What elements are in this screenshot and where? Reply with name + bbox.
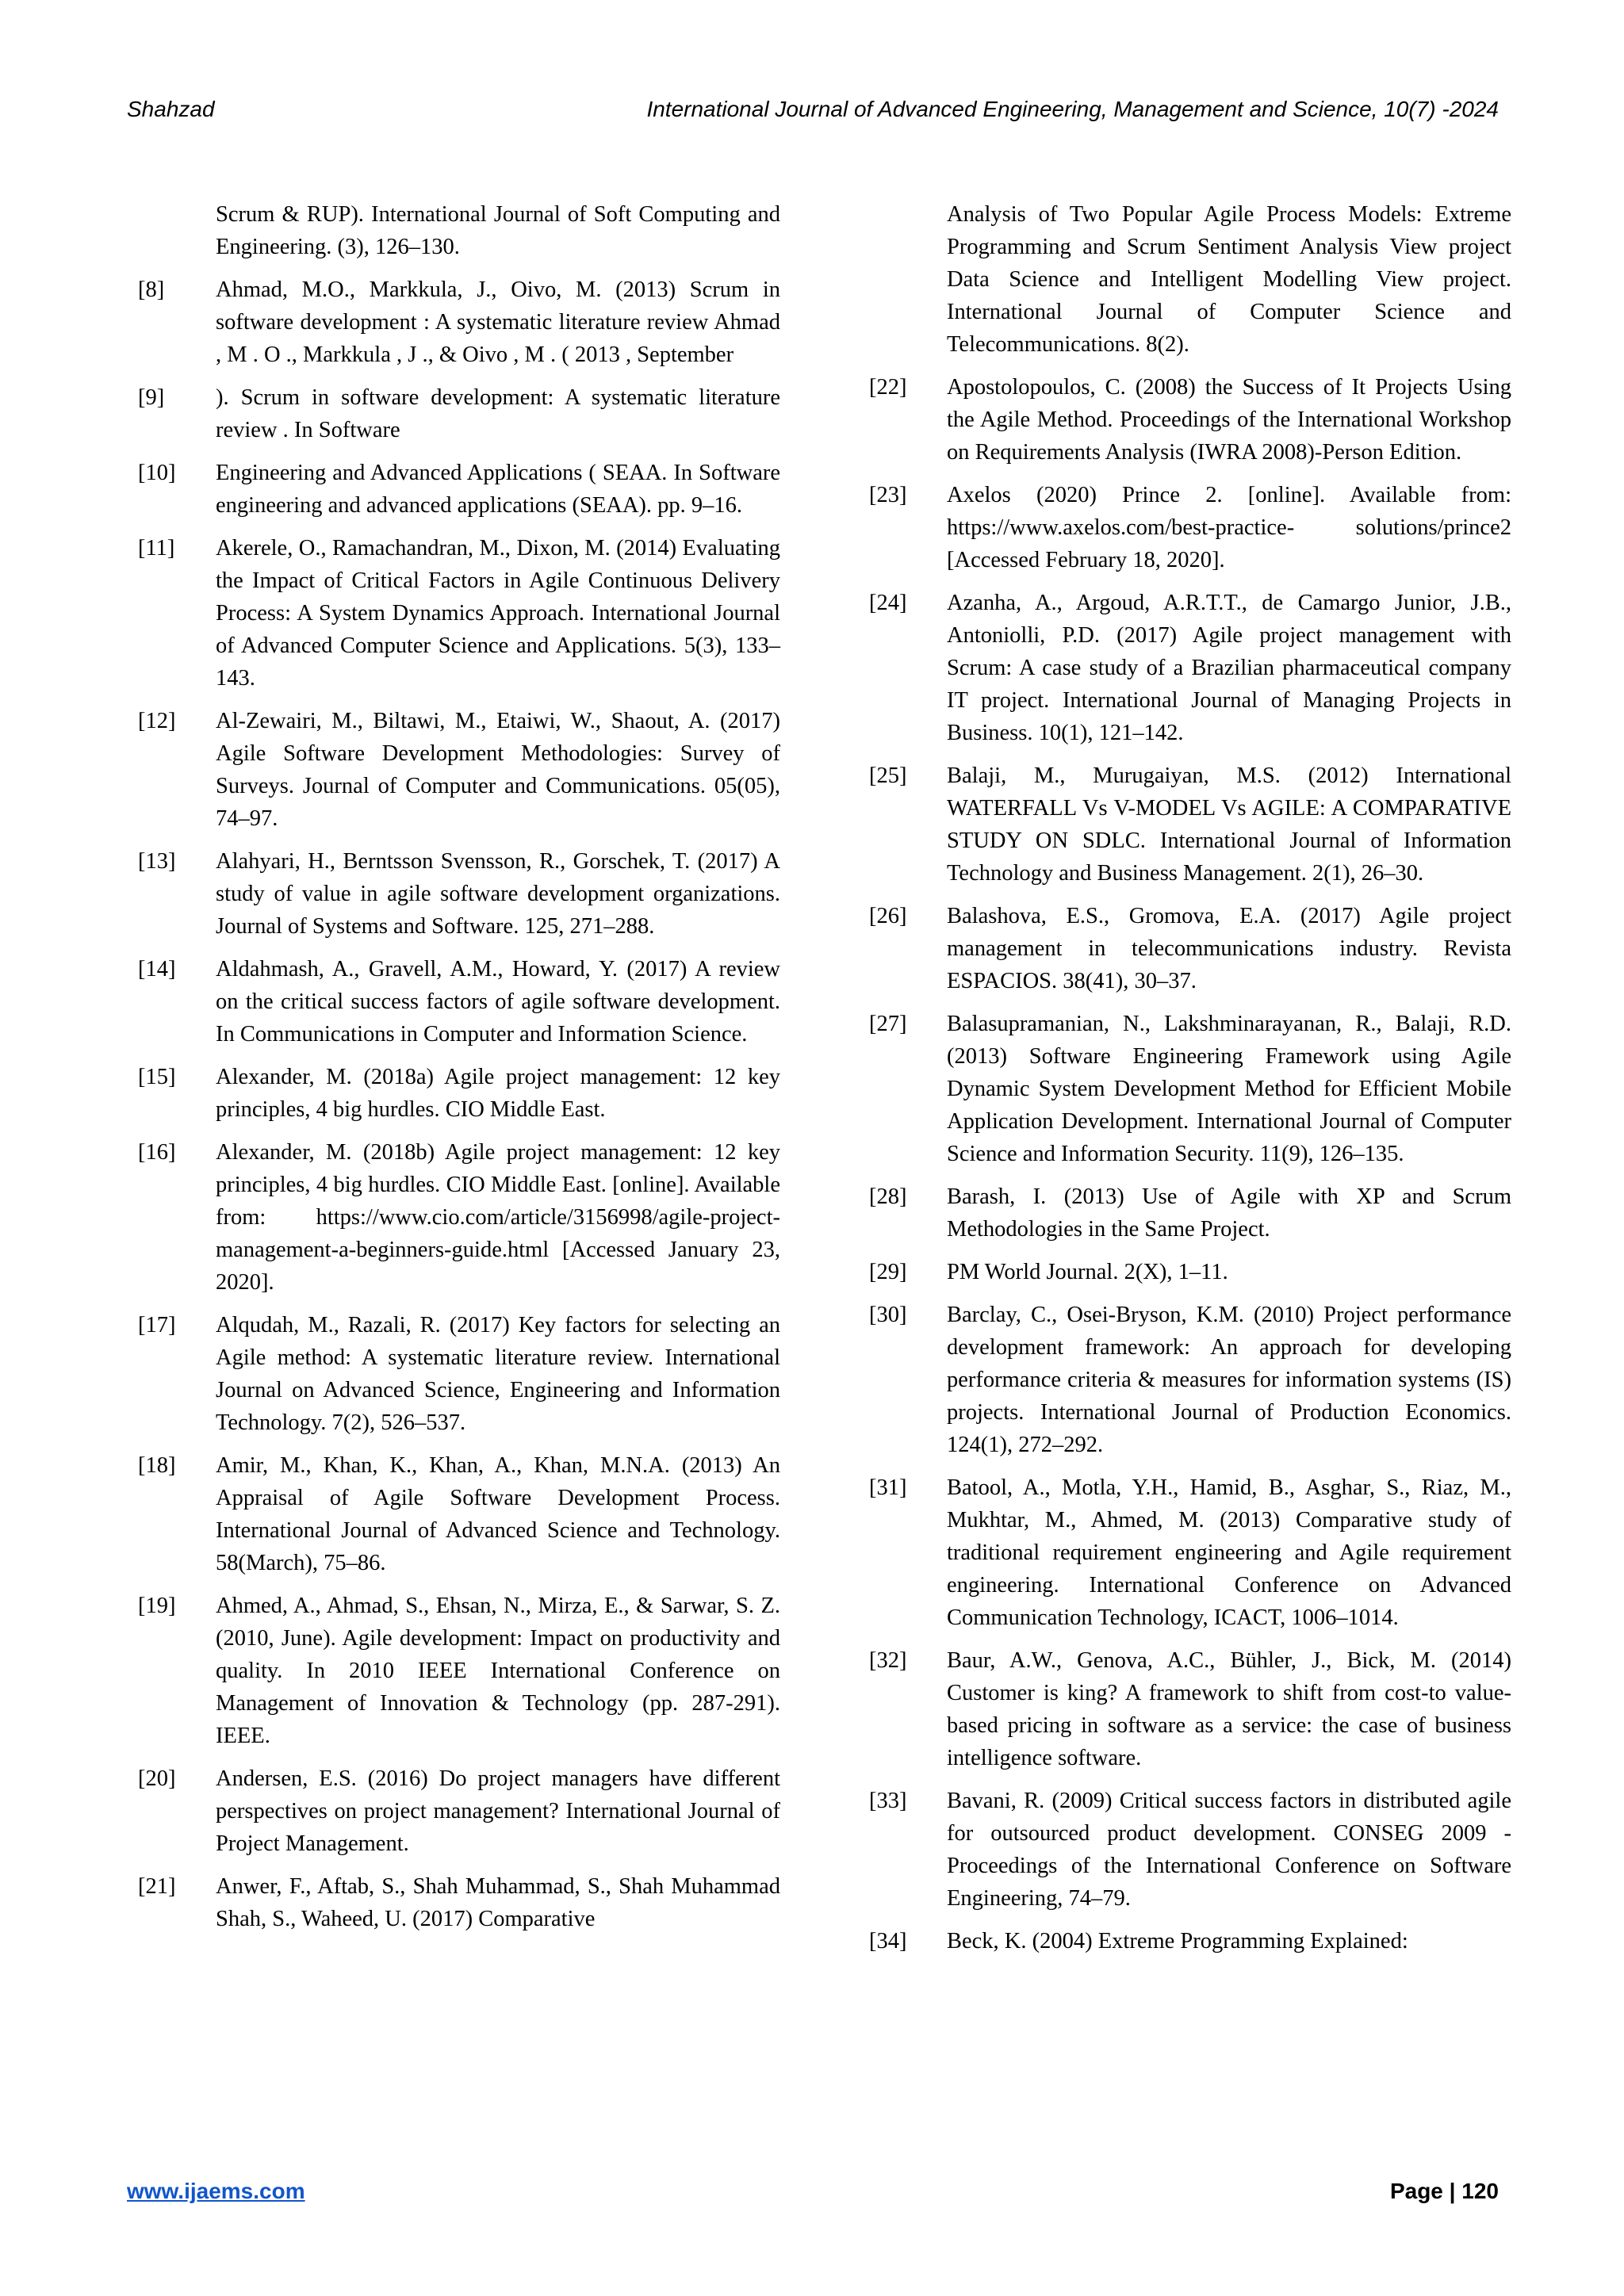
reference-entry	[869, 1785, 1511, 1915]
reference-entry	[138, 1136, 780, 1299]
reference-entry	[138, 457, 780, 522]
reference-entry	[138, 845, 780, 943]
right-reference-column	[869, 198, 1511, 1968]
header-author: Shahzad	[127, 97, 215, 121]
reference-number: [28]	[869, 1184, 907, 1209]
reference-number: [14]	[138, 957, 176, 982]
reference-number: [34]	[869, 1929, 907, 1954]
reference-text: Engineering and Advanced Applications ( SEAA. In Software engineering and advanced applications (SEAA). pp. 9–16.	[216, 461, 780, 518]
reference-text: Batool, A., Motla, Y.H., Hamid, B., Asghar, S., Riaz, M., Mukhtar, M., Ahmed, M. (2013) Comparative study of traditional requirement engineering and Agile requirement engineering. International Conference on Advanced Communication Technology, ICACT, 1006–1014.	[947, 1475, 1511, 1630]
reference-number: [27]	[869, 1012, 907, 1036]
reference-number: [22]	[869, 375, 907, 400]
reference-number: [30]	[869, 1303, 907, 1327]
reference-entry	[869, 760, 1511, 890]
reference-text: Balaji, M., Murugaiyan, M.S. (2012) International WATERFALL Vs V-MODEL Vs AGILE: A COMPARATIVE STUDY ON SDLC. International Journal of Information Technology and Business Management. 2(1), 26–30.	[947, 763, 1511, 886]
reference-number: [9]	[138, 385, 165, 410]
reference-entry	[869, 479, 1511, 576]
reference-number: [8]	[138, 277, 165, 302]
reference-entry	[869, 587, 1511, 749]
reference-text: Axelos (2020) Prince 2. [online]. Available from: https://www.axelos.com/best-practice- solutions/prince2 [Accessed February 18, 2020].	[947, 483, 1511, 572]
reference-text: Apostolopoulos, C. (2008) the Success of It Projects Using the Agile Method. Proceedings of the International Workshop on Requirements Analysis (IWRA 2008)-Person Edition.	[947, 375, 1511, 465]
reference-number: [15]	[138, 1065, 176, 1089]
reference-number: [24]	[869, 591, 907, 615]
reference-number: [29]	[869, 1260, 907, 1284]
reference-text: Anwer, F., Aftab, S., Shah Muhammad, S., Shah Muhammad Shah, S., Waheed, U. (2017) Comparative	[216, 1874, 780, 1931]
page-number: Page | 120	[1389, 2179, 1499, 2203]
reference-entry	[138, 1870, 780, 1935]
reference-entry	[138, 381, 780, 446]
reference-number: [18]	[138, 1453, 176, 1478]
reference-text: Alexander, M. (2018a) Agile project management: 12 key principles, 4 big hurdles. CIO Middle East.	[216, 1065, 780, 1122]
reference-text: Balasupramanian, N., Lakshminarayanan, R., Balaji, R.D. (2013) Software Engineering Framework using Agile Dynamic System Development Method for Efficient Mobile Application Development. International Journal of Computer Science and Information Security. 11(9), 126–135.	[947, 1012, 1511, 1166]
reference-entry	[138, 1762, 780, 1860]
reference-number: [33]	[869, 1789, 907, 1813]
reference-text: Ahmed, A., Ahmad, S., Ehsan, N., Mirza, E., & Sarwar, S. Z. (2010, June). Agile development: Impact on productivity and quality. In 2010 IEEE International Conference on Management of Innovation & Technology (pp. 287-291). IEEE.	[216, 1594, 780, 1748]
reference-entry	[869, 900, 1511, 997]
reference-text: Scrum & RUP). International Journal of Soft Computing and Engineering. (3), 126–130.	[216, 202, 780, 259]
reference-text: Analysis of Two Popular Agile Process Models: Extreme Programming and Scrum Sentiment Analysis View project Data Science and Intelligent Modelling View project. International Journal of Computer Science and Telecommunications. 8(2).	[947, 202, 1511, 357]
reference-entry	[138, 274, 780, 371]
reference-number: [16]	[138, 1140, 176, 1165]
reference-entry	[869, 198, 1511, 361]
reference-entry	[138, 953, 780, 1050]
reference-text: Alahyari, H., Berntsson Svensson, R., Gorschek, T. (2017) A study of value in agile software development organizations. Journal of Systems and Software. 125, 271–288.	[216, 849, 780, 939]
reference-text: PM World Journal. 2(X), 1–11.	[947, 1260, 1228, 1284]
reference-number	[138, 198, 216, 263]
reference-number	[869, 198, 947, 361]
reference-text: Alqudah, M., Razali, R. (2017) Key factors for selecting an Agile method: A systematic literature review. International Journal on Advanced Science, Engineering and Information Technology. 7(2), 526–537.	[216, 1313, 780, 1435]
reference-text: Barclay, C., Osei-Bryson, K.M. (2010) Project performance development framework: An approach for developing performance criteria & measures for information systems (IS) projects. International Journal of Production Economics. 124(1), 272–292.	[947, 1303, 1511, 1457]
reference-entry	[138, 532, 780, 695]
reference-number: [20]	[138, 1766, 176, 1791]
reference-entry	[138, 705, 780, 835]
reference-entry	[869, 1181, 1511, 1246]
reference-number: [32]	[869, 1648, 907, 1673]
reference-number: [11]	[138, 536, 175, 561]
journal-website-link[interactable]: www.ijaems.com	[127, 2179, 305, 2203]
reference-entry	[869, 371, 1511, 469]
reference-number: [12]	[138, 709, 176, 733]
reference-entry	[869, 1925, 1511, 1957]
reference-entry	[869, 1644, 1511, 1774]
reference-text: Bavani, R. (2009) Critical success factors in distributed agile for outsourced product development. CONSEG 2009 - Proceedings of the International Conference on Software Engineering, 74–79.	[947, 1789, 1511, 1911]
reference-entry	[138, 1449, 780, 1579]
left-reference-column	[138, 198, 780, 1946]
reference-number: [19]	[138, 1594, 176, 1618]
reference-text: Barash, I. (2013) Use of Agile with XP and Scrum Methodologies in the Same Project.	[947, 1184, 1511, 1242]
reference-text: Ahmad, M.O., Markkula, J., Oivo, M. (2013) Scrum in software development : A systematic literature review Ahmad , M . O ., Markkula , J ., & Oivo , M . ( 2013 , September	[216, 277, 780, 367]
page-footer	[127, 2179, 1499, 2210]
page-header	[127, 97, 1499, 136]
header-journal-title: International Journal of Advanced Engineering, Management and Science, 10(7) -2024	[646, 97, 1499, 121]
reference-entry	[138, 198, 780, 263]
reference-entry	[869, 1256, 1511, 1288]
reference-text: Aldahmash, A., Gravell, A.M., Howard, Y. (2017) A review on the critical success factors of agile software development. In Communications in Computer and Information Science.	[216, 957, 780, 1047]
reference-text: Beck, K. (2004) Extreme Programming Explained:	[947, 1929, 1408, 1954]
reference-number: [25]	[869, 763, 907, 788]
reference-text: Amir, M., Khan, K., Khan, A., Khan, M.N.A. (2013) An Appraisal of Agile Software Development Process. International Journal of Advanced Science and Technology. 58(March), 75–86.	[216, 1453, 780, 1575]
reference-text: Balashova, E.S., Gromova, E.A. (2017) Agile project management in telecommunications industry. Revista ESPACIOS. 38(41), 30–37.	[947, 904, 1511, 993]
reference-text: Al-Zewairi, M., Biltawi, M., Etaiwi, W., Shaout, A. (2017) Agile Software Development Methodologies: Survey of Surveys. Journal of Computer and Communications. 05(05), 74–97.	[216, 709, 780, 831]
reference-entry	[869, 1008, 1511, 1170]
reference-entry	[138, 1061, 780, 1126]
reference-number: [17]	[138, 1313, 176, 1337]
reference-number: [23]	[869, 483, 907, 507]
reference-text: Alexander, M. (2018b) Agile project management: 12 key principles, 4 big hurdles. CIO Middle East. [online]. Available from: https://www.cio.com/article/3156998/agile-project-management-a-beginners-guide.html [Accessed January 23, 2020].	[216, 1140, 780, 1295]
reference-text: ). Scrum in software development: A systematic literature review . In Software	[216, 385, 780, 442]
reference-number: [13]	[138, 849, 176, 874]
reference-text: Baur, A.W., Genova, A.C., Bühler, J., Bick, M. (2014) Customer is king? A framework to shift from cost-to value-based pricing in software as a service: the case of business intelligence software.	[947, 1648, 1511, 1770]
reference-entry	[138, 1309, 780, 1439]
reference-text: Andersen, E.S. (2016) Do project managers have different perspectives on project management? International Journal of Project Management.	[216, 1766, 780, 1856]
reference-number: [31]	[869, 1475, 907, 1500]
reference-number: [21]	[138, 1874, 176, 1899]
reference-number: [26]	[869, 904, 907, 928]
reference-entry	[869, 1471, 1511, 1634]
reference-entry	[869, 1299, 1511, 1461]
reference-text: Azanha, A., Argoud, A.R.T.T., de Camargo Junior, J.B., Antoniolli, P.D. (2017) Agile project management with Scrum: A case study of a Brazilian pharmaceutical company IT project. International Journal of Managing Projects in Business. 10(1), 121–142.	[947, 591, 1511, 745]
reference-entry	[138, 1590, 780, 1752]
reference-number: [10]	[138, 461, 176, 485]
reference-text: Akerele, O., Ramachandran, M., Dixon, M. (2014) Evaluating the Impact of Critical Factors in Agile Continuous Delivery Process: A System Dynamics Approach. International Journal of Advanced Computer Science and Applications. 5(3), 133–143.	[216, 536, 780, 691]
